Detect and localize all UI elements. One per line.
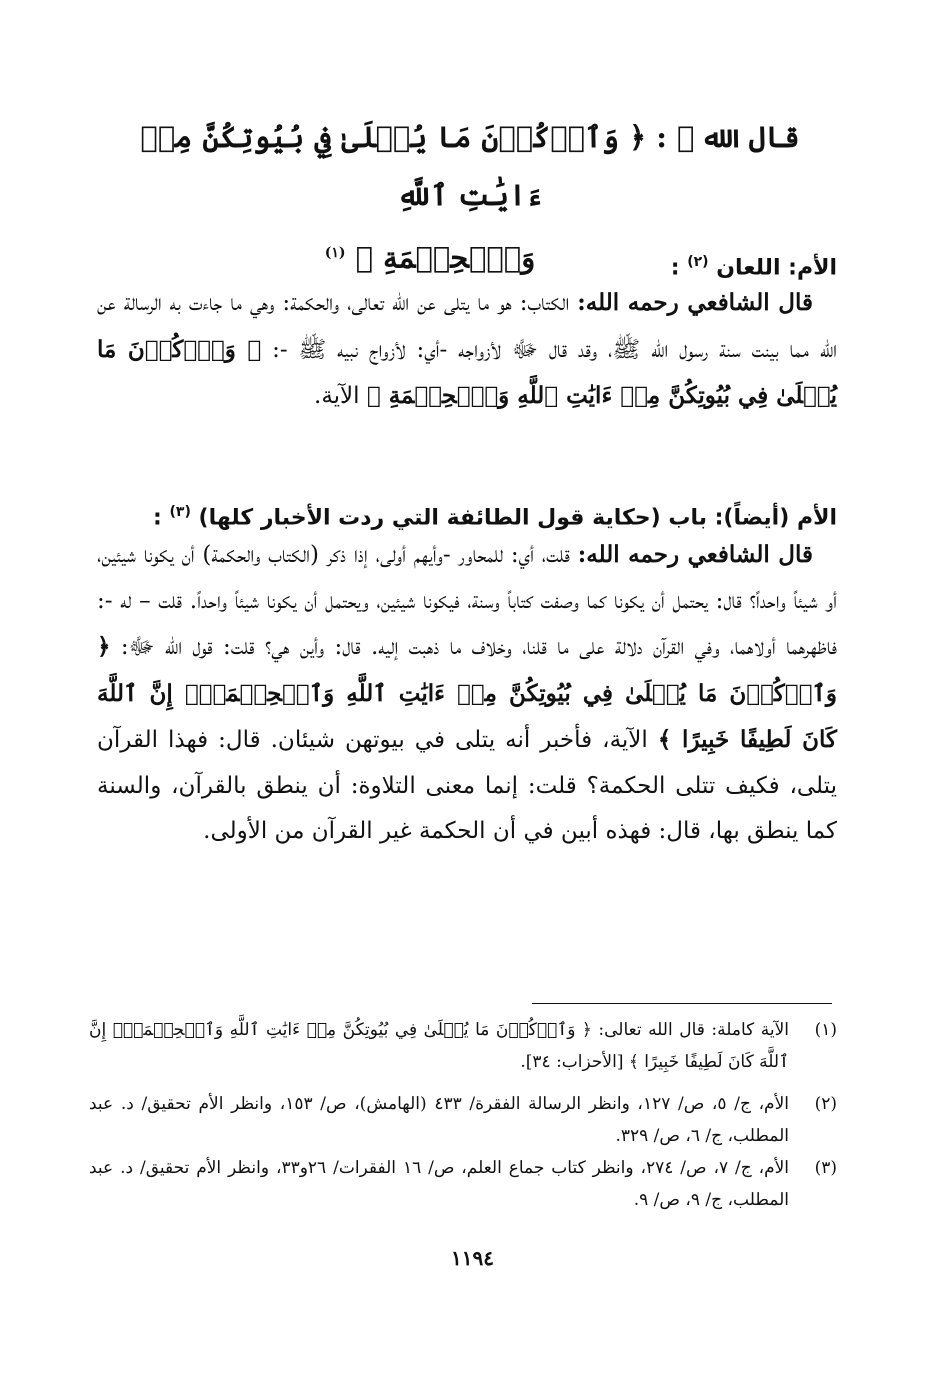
footnote-1 (89, 1014, 837, 1078)
section1-title-text: الأم: اللعان (716, 255, 837, 281)
section2-body (97, 532, 837, 855)
section1-note-ref: (٢) (687, 254, 709, 270)
section1-quote: ﴿ وَٱذۡكُرۡنَ مَا يُتۡلَىٰ فِي بُيُوتِكُنَّ مِنۡ ءَايَٰتِ ٱللَّهِ وَٱلۡحِكۡمَةِ ﴾ (97, 335, 837, 409)
heading-speaker: قال الله ﷻ : (656, 120, 800, 154)
section2-text-a: قلت، أي: للمحاور -وأيهم أولى، إذا ذكر (الكتاب والحكمة) أن يكونا شيئين، أو شيئاً واحداً؟ قال: يحتمل أن يكونا كما وصفت كتاباً وسنة، فيكونا شيئين، ويحتمل أن يكونا شيئاً واحداً. قلت – له -: فاظهرهما أولاهما، وفي القرآن دلالة على ما قلنا، وخلاف ما ذهبت إليه. قال: وأين هي؟ قلت: قول الله ﷻ: (97, 542, 837, 660)
section1-title-suffix: : (670, 255, 680, 281)
footnote-text: الآية كاملة: قال الله تعالى: ﴿ وَٱذۡكُرۡنَ مَا يُتۡلَىٰ فِي بُيُوتِكُنَّ مِنۡ ءَايَٰتِ ٱللَّهِ وَٱلۡحِكۡمَةِۚ إِنَّ ٱللَّهَ كَانَ لَطِيفًا خَبِيرًا ﴾ [الأحزاب: ٣٤]. (89, 1020, 789, 1072)
heading-verse-line1: ﴿ وَٱذۡكُرۡنَ مَا يُتۡلَىٰ فِي بُيُوتِكُنَّ مِنۡ ءَايَٰتِ ٱللَّهِ (140, 120, 647, 212)
footnote-3 (89, 1152, 837, 1216)
footnote-number: (٣) (814, 1158, 837, 1178)
section2-note-ref: (٣) (169, 504, 191, 520)
footnote-divider (532, 1003, 832, 1004)
footnote-number: (١) (814, 1020, 837, 1040)
heading-verse-line2: وَٱلۡحِكۡمَةِ ﴾ (355, 240, 536, 275)
page-number: ١١٩٤ (451, 1246, 494, 1270)
footnote-number: (٢) (814, 1094, 837, 1114)
section2-title-text: الأم (أيضاً): باب (حكاية قول الطائفة التي ردت الأخبار كلها) (198, 505, 837, 531)
section2-speaker: قال الشافعي رحمه الله: (577, 541, 813, 568)
section2-title (97, 494, 837, 536)
section2-quote: ﴿ وَٱذۡكُرۡنَ مَا يُتۡلَىٰ فِي بُيُوتِكُنَّ مِنۡ ءَايَٰتِ ٱللَّهِ وَٱلۡحِكۡمَةِۚ إِنَّ ٱللَّهَ كَانَ لَطِيفًا خَبِيرًا ﴾ (97, 633, 837, 753)
footnote-2 (89, 1088, 837, 1152)
section2-title-suffix: : (153, 505, 162, 531)
footnote-text: الأم، ج/ ٧، ص/ ٢٧٤، وانظر كتاب جماع العلم، ص/ ١٦ الفقرات/ ٢٦و٣٣، وانظر الأم تحقيق/ د. عبد المطلب، ج/ ٩، ص/ ٩. (89, 1158, 790, 1210)
heading-note-ref: (١) (324, 245, 346, 261)
section1-text-b: الآية. (314, 383, 360, 409)
section1-text-a: الكتاب: هو ما يتلى عن الله تعالى، والحكمة: وهي ما جاءت به الرسالة عن الله مما بينت سنة رسول الله ﷺ، وقد قال ﷻ لأزواجه -أي: لأزواج نبيه ﷺ -: (97, 290, 838, 363)
section2-text-b: الآية، فأخبر أنه يتلى في بيوتهن شيئان. قال: فهذا القرآن يتلى، فكيف تتلى الحكمة؟ قلت: إنما معنى التلاوة: أن ينطق بالقرآن، والسنة كما ينطق بها، قال: فهذه أبين في أن الحكمة غير القرآن من الأولى. (97, 727, 837, 844)
section1-speaker: قال الشافعي رحمه الله: (577, 289, 813, 316)
footnote-text: الأم، ج/ ٥، ص/ ١٢٧، وانظر الرسالة الفقرة/ ٤٣٣ (الهامش)، ص/ ١٥٣، وانظر الأم تحقيق/ د. عبد المطلب، ج/ ٦، ص/ ٣٢٩. (89, 1094, 789, 1146)
section1-body (97, 280, 837, 420)
